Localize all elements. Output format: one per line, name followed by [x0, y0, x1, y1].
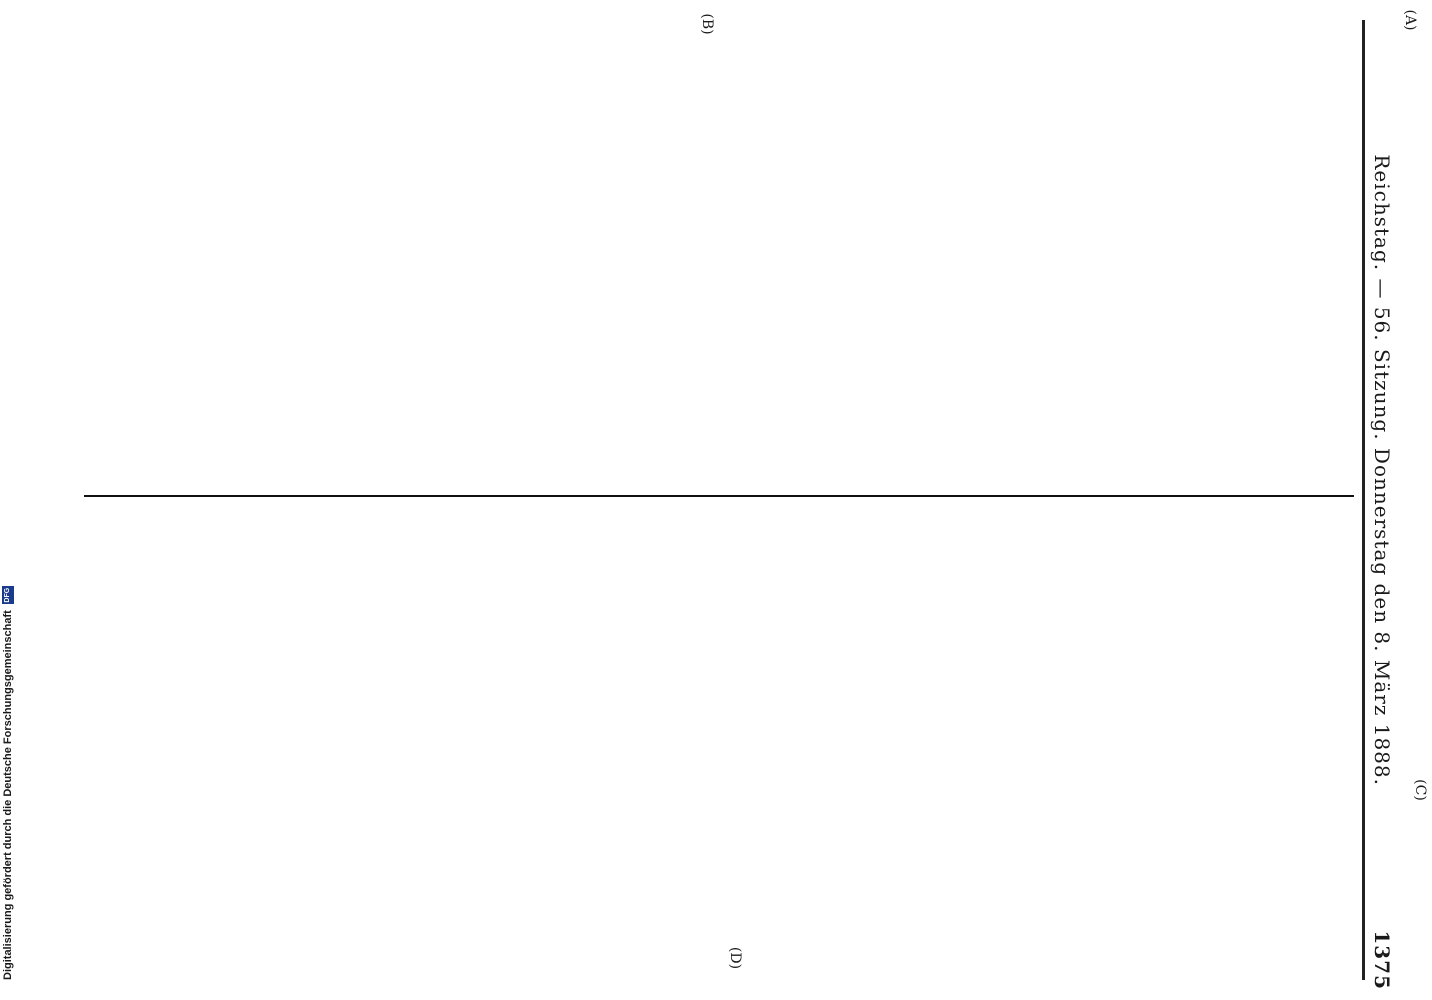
column-divider	[84, 495, 1354, 497]
digitization-footer	[0, 540, 16, 980]
marker-b: (B)	[699, 13, 715, 35]
marker-c: (C)	[1412, 779, 1428, 801]
page-header	[1367, 10, 1397, 990]
footer-text: Digitalisierung gefördert durch die Deutsche Forschungsgemeinschaft	[2, 610, 14, 980]
header-title: Reichstag. — 56. Sitzung. Donnerstag den 8. März 1888.	[1370, 154, 1394, 786]
marker-d: (D)	[727, 946, 743, 970]
header-rule	[1362, 20, 1365, 980]
marker-a: (A)	[1402, 9, 1418, 31]
dfg-logo: DFG	[2, 586, 14, 604]
page-number: 1375	[1370, 930, 1394, 990]
